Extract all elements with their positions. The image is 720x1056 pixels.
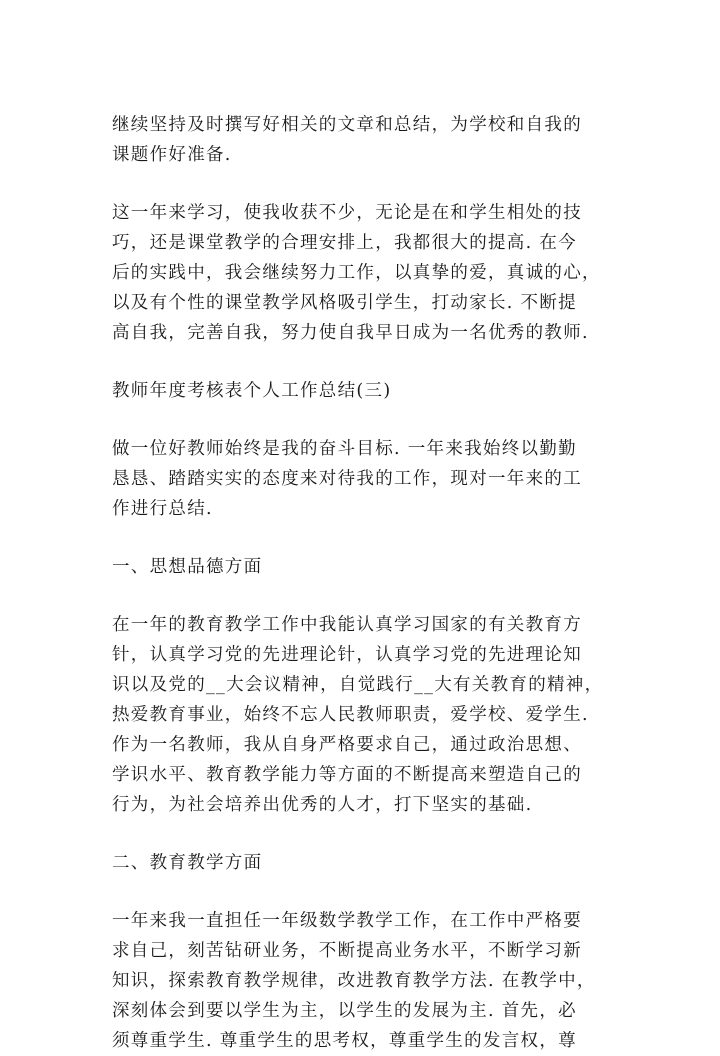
text-line: 恳恳、踏踏实实的态度来对待我的工作，现对一年来的工 (112, 469, 582, 489)
document-page (112, 110, 606, 1056)
text-line: 以及有个性的课堂教学风格吸引学生，打动家长. 不断提 (112, 293, 577, 313)
paragraph-ideology (112, 610, 606, 820)
text-line: 识以及党的__大会议精神，自觉践行__大有关教育的精神， (112, 675, 604, 695)
text-line: 巧，还是课堂教学的合理安排上，我都很大的提高. 在今 (112, 233, 577, 253)
subheading-ideology: 一、思想品德方面 (112, 557, 263, 577)
text-line: 须尊重学生. 尊重学生的思考权，尊重学生的发言权，尊 (112, 1031, 577, 1051)
subheading-teaching: 二、教育教学方面 (112, 853, 263, 873)
text-line: 作进行总结. (112, 499, 213, 519)
text-line: 深刻体会到要以学生为主，以学生的发展为主. 首先，必 (112, 1001, 577, 1021)
text-line: 求自己，刻苦钻研业务，不断提高业务水平，不断学习新 (112, 941, 582, 961)
text-line: 做一位好教师始终是我的奋斗目标. 一年来我始终以勤勤 (112, 439, 577, 459)
text-line: 一年来我一直担任一年级数学教学工作，在工作中严格要 (112, 911, 582, 931)
text-line: 在一年的教育教学工作中我能认真学习国家的有关教育方 (112, 615, 582, 635)
paragraph-conclusion-continued (112, 110, 606, 170)
text-line: 针，认真学习党的先进理论针，认真学习党的先进理论知 (112, 645, 582, 665)
text-line: 后的实践中，我会继续努力工作，以真挚的爱，真诚的心， (112, 263, 601, 283)
text-line: 热爱教育事业，始终不忘人民教师职责，爱学校、爱学生. (112, 705, 589, 725)
text-line: 高自我，完善自我，努力使自我早日成为一名优秀的教师. (112, 323, 589, 343)
paragraph-year-summary (112, 198, 606, 348)
text-line: 课题作好准备. (112, 145, 232, 165)
section-title: 教师年度考核表个人工作总结(三) (112, 381, 392, 401)
text-line: 知识，探索教育教学规律，改进教育教学方法. 在教学中， (112, 971, 596, 991)
text-line: 继续坚持及时撰写好相关的文章和总结，为学校和自我的 (112, 115, 582, 135)
paragraph-introduction (112, 434, 606, 524)
text-line: 学识水平、教育教学能力等方面的不断提高来塑造自己的 (112, 765, 582, 785)
paragraph-teaching (112, 906, 606, 1056)
text-line: 这一年来学习，使我收获不少，无论是在和学生相处的技 (112, 203, 582, 223)
text-line: 行为，为社会培养出优秀的人才，打下坚实的基础. (112, 795, 533, 815)
text-line: 作为一名教师，我从自身严格要求自己，通过政治思想、 (112, 735, 582, 755)
